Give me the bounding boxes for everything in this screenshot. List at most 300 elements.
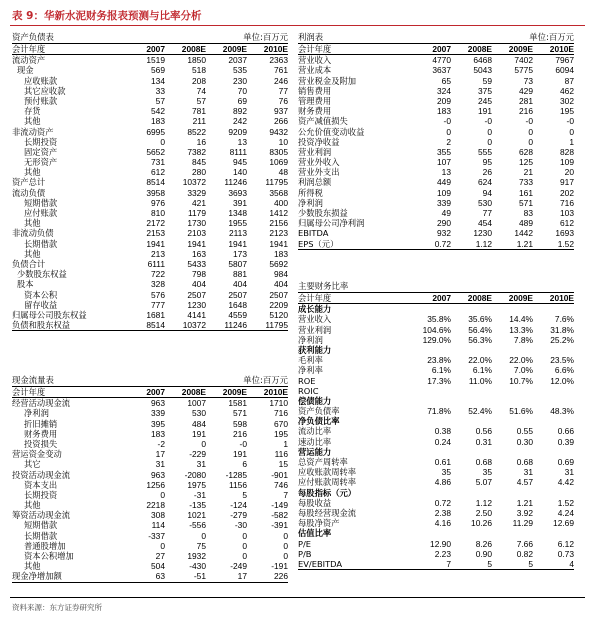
ratios-cell: 10.7% (509, 375, 533, 386)
ratios-row-label: 总资产周转率 (298, 457, 348, 467)
balance-cell: 937 (274, 106, 288, 117)
ratios-cell (492, 345, 533, 355)
income-cell: 87 (564, 75, 574, 86)
balance-row-label: 其它应收款 (24, 85, 66, 96)
income-cell: 530 (478, 197, 492, 208)
income-cell: 26 (482, 167, 492, 178)
ratios-row (298, 416, 574, 426)
ratios-row-label: 每股净资产 (298, 518, 340, 529)
cashflow-cell: -124 (230, 500, 247, 511)
income-cell: 624 (478, 177, 492, 188)
balance-row-label: 固定资产 (24, 146, 58, 157)
cashflow-unit: 单位:百万元 (243, 375, 288, 385)
income-row (298, 76, 574, 86)
income-col-year: 2010E (549, 44, 574, 54)
balance-row (12, 259, 288, 269)
ratios-cell: 0.55 (516, 426, 533, 437)
balance-cell: 777 (151, 299, 165, 310)
income-row (298, 96, 574, 106)
income-cell: 628 (519, 146, 533, 157)
balance-cell: 6111 (147, 258, 165, 269)
balance-cell: 1941 (228, 238, 247, 249)
ratios-cell: 13.3% (509, 324, 533, 335)
income-cell: 1.21 (516, 238, 533, 249)
cashflow-row (12, 551, 288, 561)
cashflow-row-label: 净利润 (24, 408, 49, 419)
income-cell: 191 (478, 106, 492, 117)
balance-row (12, 65, 288, 75)
income-cell: 7402 (514, 55, 533, 66)
cashflow-cell: 2218 (146, 500, 165, 511)
balance-row-label: 非流动负债 (12, 228, 54, 239)
balance-cell: 208 (192, 75, 206, 86)
income-cell: 183 (437, 106, 451, 117)
ratios-cell (533, 488, 574, 498)
balance-col-year: 2007 (146, 44, 165, 54)
cashflow-row-label: 其它 (24, 459, 41, 470)
balance-cell: 404 (274, 279, 288, 290)
ratios-cell (533, 345, 574, 355)
cashflow-cell: 716 (274, 408, 288, 419)
balance-cell: 810 (151, 208, 165, 218)
cashflow-row-label: 资本支出 (24, 479, 58, 490)
income-unit: 单位:百万元 (529, 32, 574, 42)
cashflow-cell: 63 (155, 571, 165, 582)
balance-row (12, 157, 288, 167)
income-row (298, 86, 574, 96)
ratios-cell (533, 304, 574, 314)
cashflow-cell: -2080 (184, 469, 206, 480)
ratios-row-label: 每股收益 (298, 497, 332, 508)
income-cell: 917 (560, 177, 574, 188)
balance-cell: 576 (151, 289, 165, 300)
ratios-row (298, 386, 574, 396)
income-row-label: 销售费用 (298, 85, 332, 96)
income-row (298, 218, 574, 228)
balance-cell: 211 (192, 116, 206, 127)
income-cell: 7967 (555, 55, 574, 66)
income-cell: 77 (482, 208, 492, 218)
ratios-cell: 71.8% (427, 406, 451, 417)
ratios-cell: 4.16 (434, 518, 451, 529)
cashflow-row-label: 筹资活动现金流 (12, 510, 71, 521)
ratios-row-label: 营业收入 (298, 314, 332, 325)
balance-cell: 2113 (228, 228, 247, 239)
balance-cell: 7382 (187, 146, 206, 157)
cashflow-cell: -279 (230, 510, 247, 521)
ratios-col-year: 2008E (467, 293, 492, 303)
cashflow-cell: 963 (151, 398, 165, 409)
income-row (298, 55, 574, 65)
balance-row-label: 其他 (24, 167, 41, 178)
balance-cell: 328 (151, 279, 165, 290)
ratios-row-label: 净利润 (298, 334, 323, 345)
ratios-cell: 0.31 (475, 436, 492, 447)
income-cell: 21 (523, 167, 533, 178)
cashflow-col-year: 2009E (222, 387, 247, 397)
income-row-label: 归属母公司净利润 (298, 218, 365, 229)
income-cell: 109 (560, 157, 574, 168)
cashflow-cell: 0 (160, 489, 165, 500)
balance-cell: 9209 (228, 126, 247, 137)
cashflow-row (12, 398, 288, 408)
cashflow-cell: 1021 (187, 510, 206, 521)
ratios-cell (410, 447, 451, 457)
income-row (298, 127, 574, 137)
ratios-cell: 6.1% (472, 365, 492, 376)
ratios-row (298, 325, 574, 335)
ratios-cell: 10.26 (471, 518, 492, 529)
income-cell: 4770 (432, 55, 451, 66)
ratios-cell: 5.07 (475, 477, 492, 488)
cashflow-row-label: 投资损失 (24, 438, 58, 449)
ratios-cell: 4.86 (434, 477, 451, 488)
balance-row-label: 长期投资 (24, 136, 58, 147)
cashflow-cell: 0 (242, 530, 247, 541)
ratios-cell (451, 386, 492, 396)
ratios-cell: 2.38 (434, 507, 451, 518)
cashflow-cell: -901 (271, 469, 288, 480)
income-row (298, 116, 574, 126)
cashflow-cell: -30 (234, 520, 247, 531)
balance-cell: 11246 (224, 177, 247, 188)
income-cell: 59 (482, 75, 492, 86)
balance-cell: 4141 (187, 309, 206, 320)
ratios-cell: 52.4% (468, 406, 492, 417)
income-row-label: 投资净收益 (298, 136, 340, 147)
income-cell: 0 (446, 126, 451, 137)
cashflow-row (12, 490, 288, 500)
ratios-cell: 6.1% (431, 365, 451, 376)
balance-row-label: 长期借款 (24, 238, 58, 249)
cashflow-row (12, 480, 288, 490)
income-row-label: EPS（元） (298, 238, 339, 249)
ratios-cell: 7.66 (516, 538, 533, 549)
ratios-cell (410, 396, 451, 406)
ratios-row (298, 355, 574, 365)
balance-cell: 391 (233, 197, 247, 208)
balance-cell: 984 (274, 269, 288, 280)
balance-cell: 798 (192, 269, 206, 280)
income-cell: 1693 (555, 228, 574, 239)
balance-cell: 1519 (146, 55, 165, 66)
balance-row-label: 留存收益 (24, 299, 58, 310)
income-cell: 103 (560, 208, 574, 218)
cashflow-cell: 395 (151, 418, 165, 429)
cashflow-cell: 1975 (187, 479, 206, 490)
ratios-cell: 4.24 (557, 507, 574, 518)
balance-cell: 0 (160, 136, 165, 147)
cashflow-cell: -149 (271, 500, 288, 511)
balance-cell: 8514 (146, 320, 165, 331)
balance-cell: 8522 (187, 126, 206, 137)
cashflow-cell: 114 (151, 520, 165, 531)
income-row-label: 营业税金及附加 (298, 75, 357, 86)
ratios-cell: 12.90 (430, 538, 451, 549)
income-cell: -0 (566, 116, 574, 127)
income-cell: 1442 (514, 228, 533, 239)
income-cell: 429 (519, 85, 533, 96)
cashflow-row (12, 520, 288, 530)
cashflow-row (12, 470, 288, 480)
balance-row-label: 其他 (24, 248, 41, 259)
ratios-cell: 6.6% (554, 365, 574, 376)
ratios-cell: 11.0% (468, 375, 492, 386)
ratios-cell: 11.29 (512, 518, 533, 529)
cashflow-row-label: 长期借款 (24, 530, 58, 541)
income-row-label: 资产减值损失 (298, 116, 348, 127)
ratios-column-header (298, 293, 574, 304)
balance-row-label: 其他 (24, 116, 41, 127)
cashflow-cell: 308 (151, 510, 165, 521)
ratios-header-bar (298, 281, 574, 293)
ratios-cell: 25.2% (550, 334, 574, 345)
cashflow-row (12, 571, 288, 582)
ratios-cell: 22.0% (509, 355, 533, 366)
cashflow-cell: -582 (271, 510, 288, 521)
balance-row (12, 55, 288, 65)
cashflow-row-label: 资本公积增加 (24, 551, 74, 561)
income-cell: 0.72 (434, 238, 451, 249)
income-cell: 716 (560, 197, 574, 208)
ratios-row (298, 437, 574, 447)
ratios-row (298, 335, 574, 345)
balance-row-label: 短期借款 (24, 197, 58, 208)
ratios-col-year: 2007 (432, 293, 451, 303)
balance-unit: 单位:百万元 (243, 32, 288, 42)
balance-cell: 1941 (146, 238, 165, 249)
balance-row-label: 现金 (17, 65, 34, 76)
cashflow-row-label: 现金净增加额 (12, 571, 62, 582)
balance-row-label: 流动负债 (12, 187, 46, 198)
ratios-cell (451, 528, 492, 538)
cashflow-cell: 1581 (228, 398, 247, 409)
balance-cell: 13 (237, 136, 247, 147)
ratios-cell: 2.23 (434, 548, 451, 559)
ratios-cell (451, 345, 492, 355)
ratios-col-label: 会计年度 (298, 293, 332, 303)
cashflow-cell: 1 (283, 438, 288, 449)
cashflow-cell: 5 (242, 489, 247, 500)
balance-cell: 10 (278, 136, 288, 147)
cashflow-cell: 17 (155, 449, 165, 460)
cashflow-cell: -135 (189, 500, 206, 511)
balance-row (12, 76, 288, 86)
balance-cell: 11795 (265, 320, 288, 331)
balance-cell: 5120 (269, 309, 288, 320)
cashflow-row (12, 419, 288, 429)
balance-cell: 1648 (228, 299, 247, 310)
balance-row-label: 存货 (24, 106, 41, 117)
cashflow-col-year: 2008E (181, 387, 206, 397)
income-column-header (298, 44, 574, 55)
cashflow-cell: 530 (192, 408, 206, 419)
ratios-row (298, 559, 574, 570)
cashflow-cell: -229 (189, 449, 206, 460)
ratios-cell (492, 416, 533, 426)
income-cell: 1.52 (557, 238, 574, 249)
footer-divider (10, 597, 585, 598)
balance-cell: 4559 (228, 309, 247, 320)
cashflow-panel (12, 375, 288, 583)
cashflow-cell: 195 (274, 428, 288, 439)
ratios-row-label: 获利能力 (298, 344, 332, 355)
cashflow-header-bar (12, 375, 288, 387)
cashflow-cell: 339 (151, 408, 165, 419)
cashflow-cell: 0 (160, 540, 165, 551)
ratios-cell (533, 447, 574, 457)
income-cell: 339 (437, 197, 451, 208)
ratios-cell: 56.4% (468, 324, 492, 335)
ratios-cell (492, 488, 533, 498)
income-row-label: 所得税 (298, 187, 323, 198)
balance-cell: 2507 (269, 289, 288, 300)
ratios-row-label: 每股指标（元） (298, 487, 357, 498)
ratios-cell: 0.30 (516, 436, 533, 447)
income-cell: 449 (437, 177, 451, 188)
income-row-label: 公允价值变动收益 (298, 126, 365, 137)
balance-cell: 5807 (228, 258, 247, 269)
income-cell: 125 (519, 157, 533, 168)
ratios-cell: 23.8% (427, 355, 451, 366)
balance-row-label: 资产总计 (12, 177, 46, 188)
ratios-cell: 31 (523, 467, 533, 478)
ratios-cell (451, 488, 492, 498)
cashflow-row-label: 折旧摊销 (24, 418, 58, 429)
cashflow-row (12, 500, 288, 510)
income-cell: 571 (519, 197, 533, 208)
balance-cell: 1681 (146, 309, 165, 320)
income-cell: -0 (525, 116, 533, 127)
income-cell: 6094 (555, 65, 574, 76)
balance-cell: 246 (274, 75, 288, 86)
balance-row (12, 167, 288, 177)
cashflow-row-label: 投资活动现金流 (12, 469, 71, 480)
ratios-cell: 12.0% (550, 375, 574, 386)
ratios-cell: 0.56 (475, 426, 492, 437)
ratios-cell: 7 (446, 558, 451, 569)
income-cell: 302 (560, 95, 574, 106)
income-col-label: 会计年度 (298, 44, 332, 54)
income-row-label: 净利润 (298, 197, 323, 208)
balance-cell: 2103 (187, 228, 206, 239)
balance-cell: 173 (233, 248, 247, 259)
ratios-row (298, 488, 574, 498)
income-cell: 454 (478, 218, 492, 229)
income-row-label: 营业成本 (298, 65, 332, 76)
balance-header-bar (12, 32, 288, 44)
cashflow-cell: 216 (233, 428, 247, 439)
cashflow-cell: 1007 (187, 398, 206, 409)
cashflow-row (12, 510, 288, 520)
ratios-cell: 129.0% (422, 334, 451, 345)
cashflow-cell: -2 (157, 438, 165, 449)
income-row (298, 208, 574, 218)
ratios-row (298, 549, 574, 559)
income-cell: 290 (437, 218, 451, 229)
balance-row (12, 137, 288, 147)
balance-cell: 761 (274, 65, 288, 76)
balance-cell: 845 (192, 157, 206, 168)
balance-row-label: 预付账款 (24, 95, 58, 106)
balance-row (12, 116, 288, 126)
income-cell: 73 (523, 75, 533, 86)
income-cell: 828 (560, 146, 574, 157)
ratios-col-year: 2009E (508, 293, 533, 303)
ratios-cell: 35.6% (468, 314, 492, 325)
cashflow-cell: 0 (283, 540, 288, 551)
income-row (298, 239, 574, 250)
income-row-label: 营业外支出 (298, 167, 340, 178)
balance-row (12, 300, 288, 310)
ratios-col-year: 2010E (549, 293, 574, 303)
cashflow-cell: 0 (283, 551, 288, 561)
balance-row-label: 其他 (24, 218, 41, 229)
income-col-year: 2008E (467, 44, 492, 54)
ratios-cell: 7.0% (513, 365, 533, 376)
ratios-cell: 35 (441, 467, 451, 478)
income-row-label: 营业外收入 (298, 157, 340, 168)
cashflow-cell: -1285 (225, 469, 247, 480)
ratios-cell (533, 528, 574, 538)
ratios-row (298, 477, 574, 487)
cashflow-cell: 963 (151, 469, 165, 480)
cashflow-row-label: 长期投资 (24, 489, 58, 500)
income-cell: 3637 (432, 65, 451, 76)
cashflow-row-label: 普通股增加 (24, 540, 66, 551)
source-note: 资料来源：东方证券研究所 (12, 603, 102, 612)
balance-cell: 2209 (269, 299, 288, 310)
balance-row-label: 应付账款 (24, 208, 58, 218)
cashflow-cell: -249 (230, 561, 247, 572)
balance-cell: 722 (151, 269, 165, 280)
cashflow-col-year: 2007 (146, 387, 165, 397)
balance-cell: 2153 (146, 228, 165, 239)
cashflow-cell: 0 (283, 530, 288, 541)
balance-cell: 140 (233, 167, 247, 178)
cashflow-cell: 0 (242, 540, 247, 551)
ratios-cell (492, 304, 533, 314)
cashflow-cell: 183 (151, 428, 165, 439)
income-row-label: 营业收入 (298, 55, 332, 66)
balance-sheet-panel (12, 32, 288, 331)
balance-row (12, 228, 288, 238)
cashflow-cell: 191 (233, 449, 247, 460)
ratios-row-label: 净利率 (298, 365, 323, 376)
balance-row (12, 86, 288, 96)
ratios-row-label: ROIC (298, 385, 319, 396)
ratios-cell: 8.26 (475, 538, 492, 549)
cashflow-cell: 226 (274, 571, 288, 582)
income-cell: 49 (441, 208, 451, 218)
cashflow-cell: 15 (278, 459, 288, 470)
cashflow-cell: -337 (148, 530, 165, 541)
balance-cell: 8111 (229, 146, 247, 157)
income-cell: 2 (446, 136, 451, 147)
income-row (298, 137, 574, 147)
balance-cell: 8514 (146, 177, 165, 188)
ratios-row (298, 528, 574, 538)
balance-row (12, 290, 288, 300)
balance-cell: 3693 (228, 187, 247, 198)
balance-cell: 542 (151, 106, 165, 117)
cashflow-cell: 0 (201, 530, 206, 541)
ratios-cell (451, 396, 492, 406)
income-row (298, 65, 574, 75)
income-cell: 195 (560, 106, 574, 117)
ratios-cell (410, 386, 451, 396)
ratios-row (298, 426, 574, 436)
